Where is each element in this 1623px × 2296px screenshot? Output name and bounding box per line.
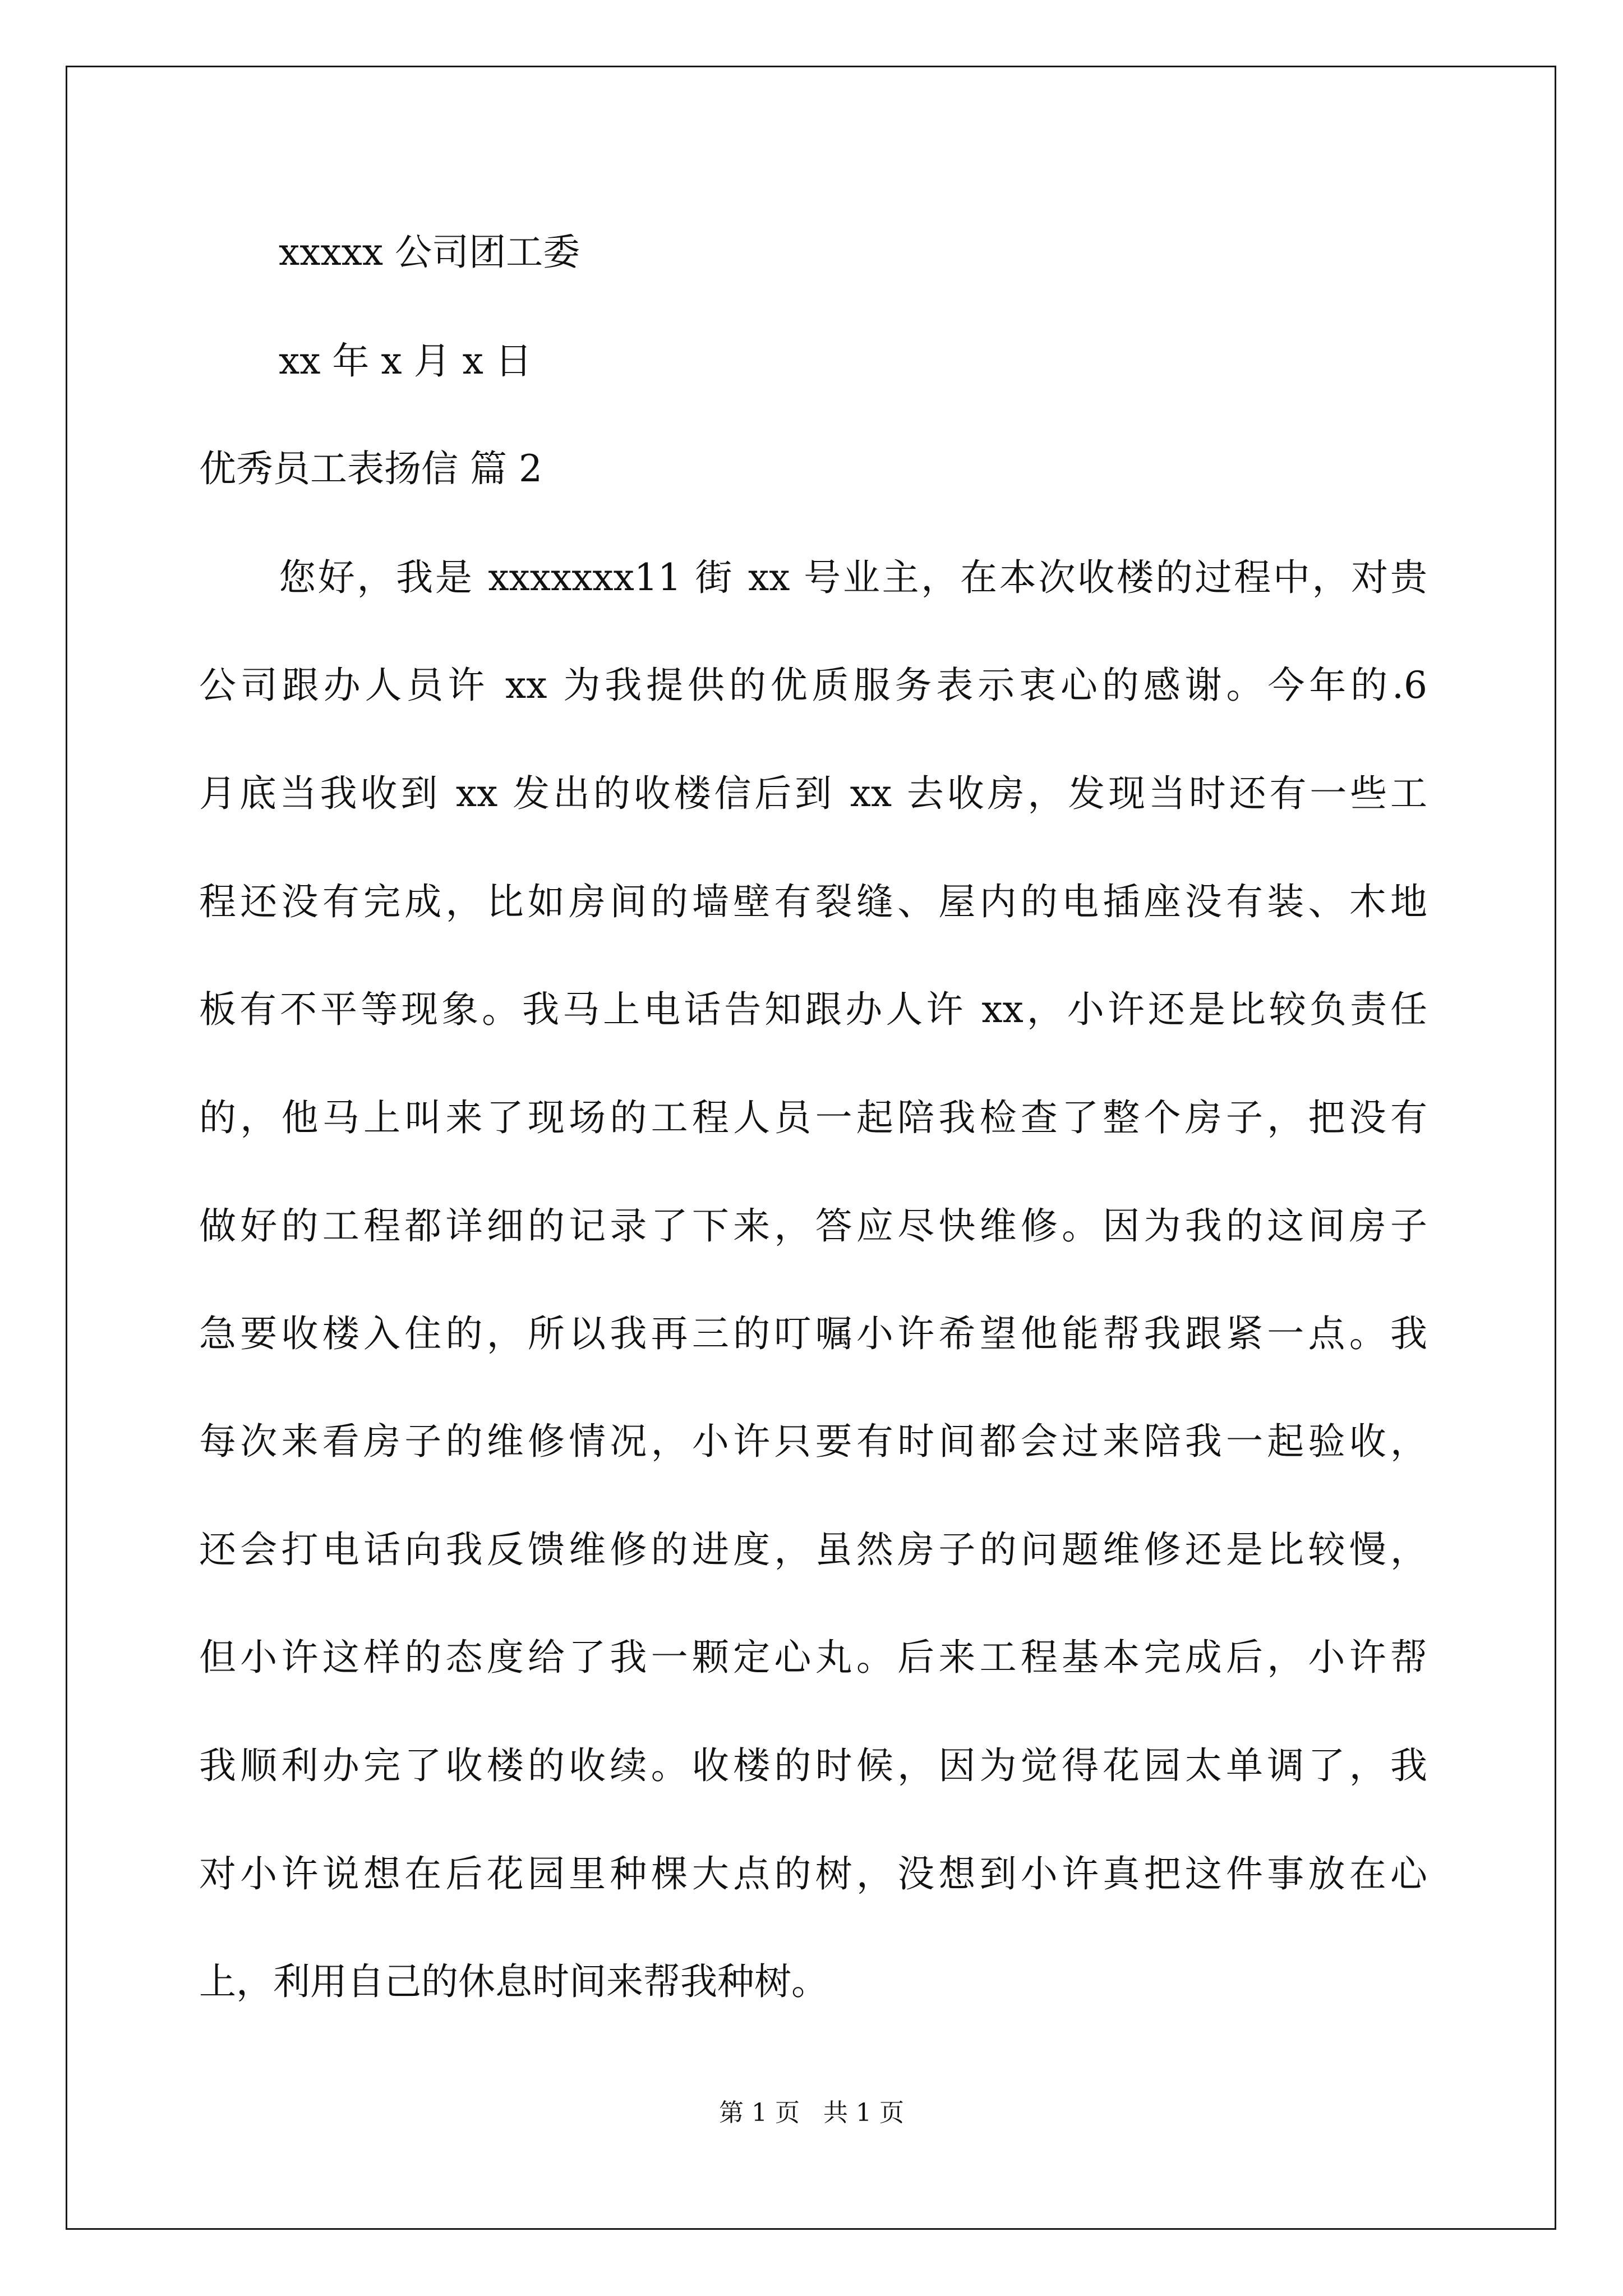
body-line: 急要收楼入住的，所以我再三的叮嘱小许希望他能帮我跟紧一点。我 [199, 1312, 1427, 1355]
body-line: 做好的工程都详细的记录了下来，答应尽快维修。因为我的这间房子 [199, 1204, 1427, 1248]
body-line: 对小许说想在后花园里种棵大点的树，没想到小许真把这件事放在心 [199, 1852, 1427, 1895]
section-title: 优秀员工表扬信 篇 2 [199, 447, 542, 490]
body-line: 但小许这样的态度给了我一颗定心丸。后来工程基本完成后，小许帮 [199, 1636, 1427, 1679]
body-line: 板有不平等现象。我马上电话告知跟办人许 xx，小许还是比较负责任 [199, 988, 1427, 1031]
body-line: 的，他马上叫来了现场的工程人员一起陪我检查了整个房子，把没有 [199, 1096, 1427, 1139]
body-line: 公司跟办人员许 xx 为我提供的优质服务表示衷心的感谢。今年的.6 [199, 664, 1427, 707]
body-line: 上，利用自己的休息时间来帮我种树。 [199, 1960, 828, 2003]
body-line: 我顺利办完了收楼的收续。收楼的时候，因为觉得花园太单调了，我 [199, 1744, 1427, 1787]
sender-line: xxxxx 公司团工委 [279, 231, 580, 274]
date-line: xx 年 x 月 x 日 [279, 339, 532, 383]
body-line: 月底当我收到 xx 发出的收楼信后到 xx 去收房，发现当时还有一些工 [199, 772, 1427, 815]
page-border [66, 66, 1556, 2230]
page-footer: 第 1 页 共 1 页 [719, 2099, 904, 2127]
body-line: 程还没有完成，比如房间的墙壁有裂缝、屋内的电插座没有装、木地 [199, 880, 1427, 923]
body-line: 您好，我是 xxxxxxx11 街 xx 号业主，在本次收楼的过程中，对贵 [279, 556, 1427, 599]
body-line: 还会打电话向我反馈维修的进度，虽然房子的问题维修还是比较慢， [199, 1528, 1427, 1571]
body-line: 每次来看房子的维修情况，小许只要有时间都会过来陪我一起验收， [199, 1420, 1427, 1463]
